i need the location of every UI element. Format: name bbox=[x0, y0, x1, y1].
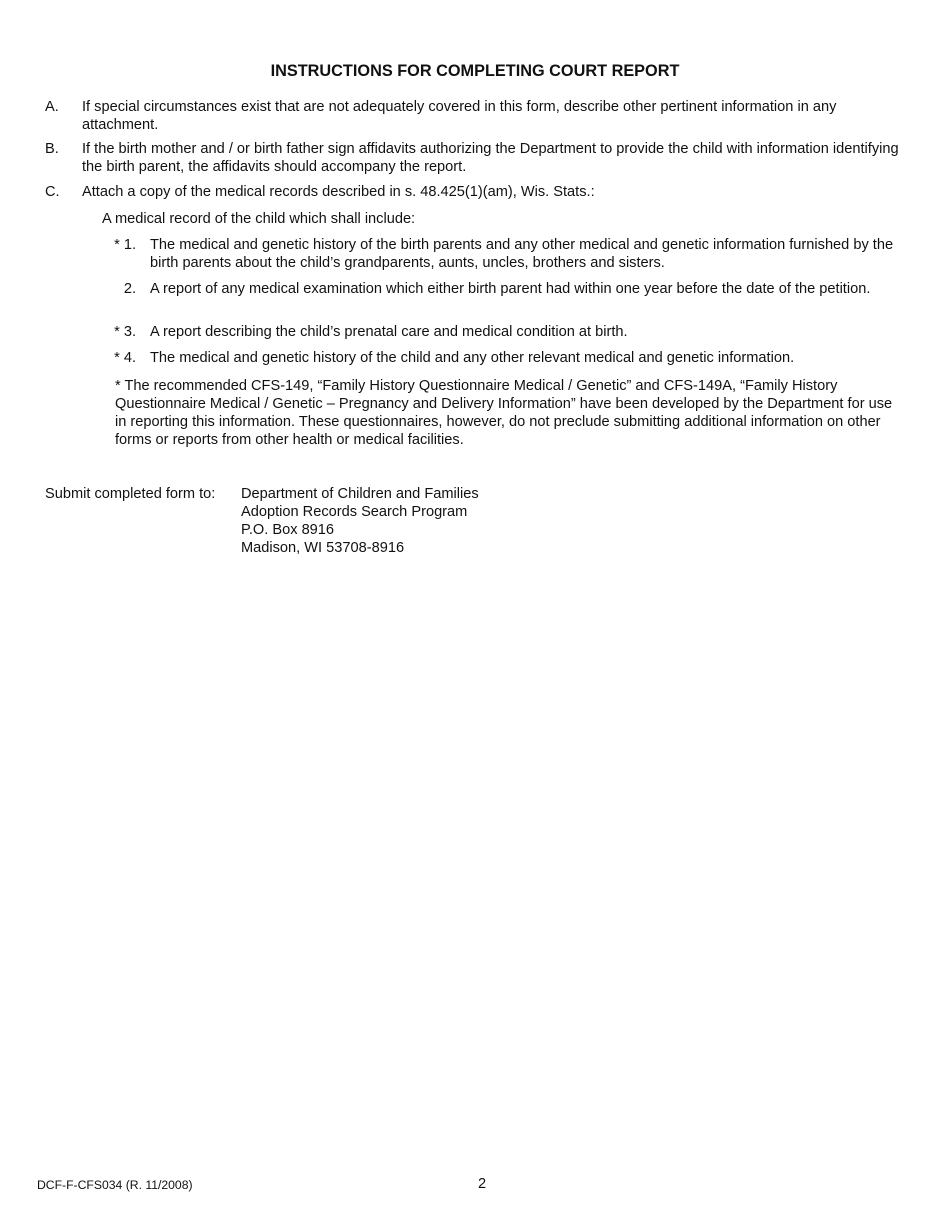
address-line: P.O. Box 8916 bbox=[241, 522, 335, 538]
medical-record-number: 2. bbox=[123, 281, 136, 297]
instruction-letter: C. bbox=[45, 184, 60, 200]
submit-label: Submit completed form to: bbox=[45, 486, 216, 502]
mailing-address bbox=[241, 485, 479, 557]
instruction-text: If special circumstances exist that are not adequately covered in this form, describe other pertinent information in any attachment. bbox=[82, 99, 837, 133]
address-line: Madison, WI 53708-8916 bbox=[241, 540, 405, 556]
instruction-text: Attach a copy of the medical records described in s. 48.425(1)(am), Wis. Stats.: bbox=[82, 184, 595, 200]
form-code: DCF-F-CFS034 (R. 11/2008) bbox=[37, 1178, 193, 1192]
address-line: Department of Children and Families bbox=[241, 486, 479, 502]
address-line: Adoption Records Search Program bbox=[241, 504, 468, 520]
medical-record-text: A report describing the child’s prenatal care and medical condition at birth. bbox=[150, 324, 628, 340]
medical-record-number: * 3. bbox=[114, 324, 136, 340]
medical-record-intro: A medical record of the child which shall include: bbox=[102, 211, 416, 227]
medical-record-text: A report of any medical examination which either birth parent had within one year before the date of the petition. bbox=[150, 281, 871, 297]
instruction-letter: B. bbox=[45, 141, 59, 157]
questionnaire-note: * The recommended CFS-149, “Family History Questionnaire Medical / Genetic” and CFS-149A, “Family History Questionnaire Medical / Genetic – Pregnancy and Delivery Information” have been developed by the Department for use in reporting this information. These questionnaires, however, do not preclude submitting additional information on other forms or reports from other health or medical facilities. bbox=[115, 378, 893, 448]
medical-record-number: * 4. bbox=[114, 350, 136, 366]
instruction-letter: A. bbox=[45, 99, 59, 115]
instruction-text: If the birth mother and / or birth father sign affidavits authorizing the Department to provide the child with information identifying the birth parent, the affidavits should accompany the report. bbox=[82, 141, 899, 175]
medical-record-text: The medical and genetic history of the child and any other relevant medical and genetic information. bbox=[150, 350, 795, 366]
medical-record-text: The medical and genetic history of the birth parents and any other medical and genetic information furnished by the birth parents about the child’s grandparents, aunts, uncles, brothers and sisters. bbox=[150, 237, 894, 271]
medical-record-number: * 1. bbox=[114, 237, 136, 253]
page-number: 2 bbox=[478, 1176, 487, 1192]
page-title: INSTRUCTIONS FOR COMPLETING COURT REPORT bbox=[270, 62, 680, 80]
